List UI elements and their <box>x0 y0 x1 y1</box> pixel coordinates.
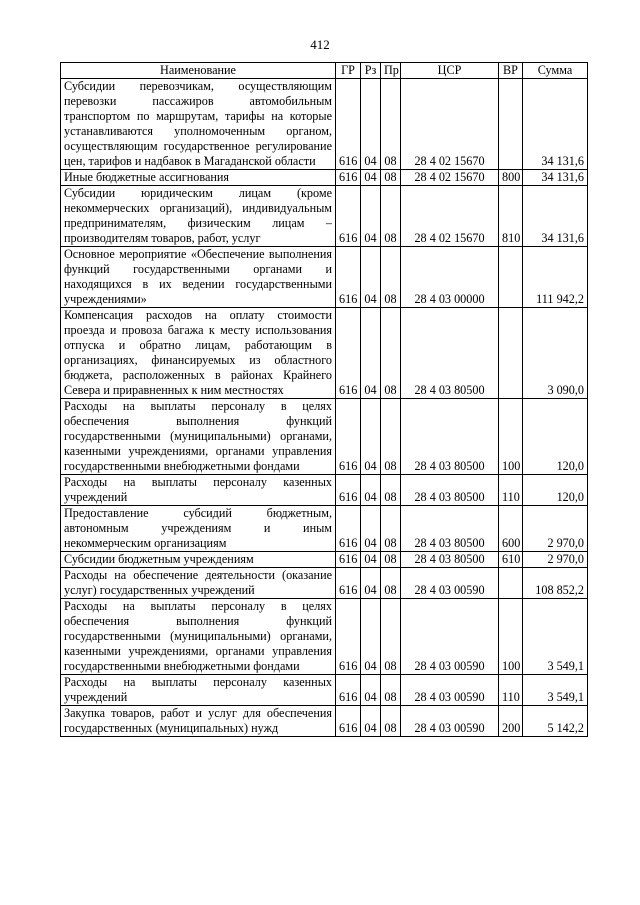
cell-pr: 08 <box>381 675 401 706</box>
cell-gr: 616 <box>336 475 361 506</box>
header-pr: Пр <box>381 63 401 79</box>
cell-gr: 616 <box>336 675 361 706</box>
cell-gr: 616 <box>336 599 361 675</box>
cell-csr: 28 4 03 80500 <box>401 506 499 552</box>
cell-rz: 04 <box>361 247 381 308</box>
table-row <box>61 247 588 308</box>
cell-gr: 616 <box>336 79 361 170</box>
cell-sum: 3 549,1 <box>523 599 588 675</box>
cell-vr: 110 <box>499 675 523 706</box>
cell-sum: 34 131,6 <box>523 186 588 247</box>
budget-table <box>60 62 588 737</box>
cell-gr: 616 <box>336 552 361 568</box>
table-row <box>61 706 588 737</box>
cell-csr: 28 4 03 80500 <box>401 308 499 399</box>
cell-pr: 08 <box>381 308 401 399</box>
cell-sum: 120,0 <box>523 399 588 475</box>
table-row <box>61 79 588 170</box>
cell-vr: 810 <box>499 186 523 247</box>
table-row <box>61 475 588 506</box>
cell-csr: 28 4 02 15670 <box>401 170 499 186</box>
cell-sum: 108 852,2 <box>523 568 588 599</box>
cell-gr: 616 <box>336 399 361 475</box>
cell-pr: 08 <box>381 552 401 568</box>
cell-vr: 800 <box>499 170 523 186</box>
header-sum: Сумма <box>523 63 588 79</box>
cell-csr: 28 4 03 00590 <box>401 599 499 675</box>
cell-rz: 04 <box>361 399 381 475</box>
cell-name: Предоставление субсидий бюджетным, автономным учреждениям и иным некоммерческим организациям <box>61 506 336 552</box>
cell-rz: 04 <box>361 552 381 568</box>
cell-name: Субсидии бюджетным учреждениям <box>61 552 336 568</box>
cell-pr: 08 <box>381 568 401 599</box>
cell-sum: 2 970,0 <box>523 552 588 568</box>
cell-pr: 08 <box>381 186 401 247</box>
header-vr: ВР <box>499 63 523 79</box>
cell-rz: 04 <box>361 568 381 599</box>
cell-name: Субсидии перевозчикам, осуществляющим перевозки пассажиров автомобильным транспортом по маршрутам, тарифы на которые устанавливаются уполномоченным органом, осуществляющим государственное регулирование цен, тарифов и надбавок в Магаданской области <box>61 79 336 170</box>
cell-pr: 08 <box>381 247 401 308</box>
cell-name: Расходы на обеспечение деятельности (оказание услуг) государственных учреждений <box>61 568 336 599</box>
cell-csr: 28 4 03 00590 <box>401 568 499 599</box>
cell-vr: 110 <box>499 475 523 506</box>
cell-pr: 08 <box>381 599 401 675</box>
cell-rz: 04 <box>361 79 381 170</box>
cell-vr: 600 <box>499 506 523 552</box>
cell-sum: 3 090,0 <box>523 308 588 399</box>
cell-rz: 04 <box>361 186 381 247</box>
cell-name: Расходы на выплаты персоналу казенных учреждений <box>61 475 336 506</box>
table-row <box>61 568 588 599</box>
cell-csr: 28 4 02 15670 <box>401 79 499 170</box>
cell-rz: 04 <box>361 506 381 552</box>
cell-sum: 111 942,2 <box>523 247 588 308</box>
cell-gr: 616 <box>336 186 361 247</box>
cell-csr: 28 4 03 80500 <box>401 475 499 506</box>
table-row <box>61 308 588 399</box>
cell-vr: 100 <box>499 599 523 675</box>
cell-csr: 28 4 03 80500 <box>401 399 499 475</box>
table-header-row <box>61 63 588 79</box>
cell-sum: 3 549,1 <box>523 675 588 706</box>
cell-vr <box>499 308 523 399</box>
cell-name: Основное мероприятие «Обеспечение выполнения функций государственными органами и находящихся в их ведении государственными учреждениями» <box>61 247 336 308</box>
cell-name: Субсидии юридическим лицам (кроме некоммерческих организаций), индивидуальным предпринимателям, физическим лицам – производителям товаров, работ, услуг <box>61 186 336 247</box>
cell-name: Компенсация расходов на оплату стоимости проезда и провоза багажа к месту использования отпуска и обратно лицам, работающим в организациях, финансируемых из областного бюджета, расположенных в районах Крайнего Севера и приравненных к ним местностях <box>61 308 336 399</box>
cell-name: Расходы на выплаты персоналу в целях обеспечения выполнения функций государственными (муниципальными) органами, казенными учреждениями, органами управления государственными внебюджетными фондами <box>61 599 336 675</box>
cell-csr: 28 4 03 00590 <box>401 675 499 706</box>
cell-name: Закупка товаров, работ и услуг для обеспечения государственных (муниципальных) нужд <box>61 706 336 737</box>
cell-sum: 2 970,0 <box>523 506 588 552</box>
header-rz: Рз <box>361 63 381 79</box>
header-name: Наименование <box>61 63 336 79</box>
cell-rz: 04 <box>361 599 381 675</box>
cell-vr <box>499 568 523 599</box>
cell-rz: 04 <box>361 475 381 506</box>
cell-gr: 616 <box>336 170 361 186</box>
cell-gr: 616 <box>336 706 361 737</box>
header-csr: ЦСР <box>401 63 499 79</box>
table-row <box>61 675 588 706</box>
cell-vr: 610 <box>499 552 523 568</box>
table-row <box>61 399 588 475</box>
cell-pr: 08 <box>381 170 401 186</box>
cell-vr <box>499 247 523 308</box>
cell-gr: 616 <box>336 247 361 308</box>
cell-gr: 616 <box>336 308 361 399</box>
cell-pr: 08 <box>381 399 401 475</box>
table-body <box>61 79 588 737</box>
cell-rz: 04 <box>361 170 381 186</box>
cell-vr: 200 <box>499 706 523 737</box>
cell-vr <box>499 79 523 170</box>
table-row <box>61 552 588 568</box>
cell-vr: 100 <box>499 399 523 475</box>
cell-pr: 08 <box>381 706 401 737</box>
cell-gr: 616 <box>336 568 361 599</box>
table-row <box>61 599 588 675</box>
cell-csr: 28 4 03 00590 <box>401 706 499 737</box>
cell-csr: 28 4 02 15670 <box>401 186 499 247</box>
cell-name: Расходы на выплаты персоналу в целях обеспечения выполнения функций государственными (муниципальными) органами, казенными учреждениями, органами управления государственными внебюджетными фондами <box>61 399 336 475</box>
cell-sum: 34 131,6 <box>523 79 588 170</box>
cell-rz: 04 <box>361 308 381 399</box>
cell-rz: 04 <box>361 675 381 706</box>
cell-pr: 08 <box>381 79 401 170</box>
cell-csr: 28 4 03 00000 <box>401 247 499 308</box>
cell-sum: 120,0 <box>523 475 588 506</box>
table-row <box>61 186 588 247</box>
cell-pr: 08 <box>381 506 401 552</box>
header-gr: ГР <box>336 63 361 79</box>
cell-sum: 5 142,2 <box>523 706 588 737</box>
table-row <box>61 506 588 552</box>
cell-name: Иные бюджетные ассигнования <box>61 170 336 186</box>
cell-rz: 04 <box>361 706 381 737</box>
table-row <box>61 170 588 186</box>
page-number: 412 <box>310 37 330 52</box>
cell-gr: 616 <box>336 506 361 552</box>
cell-sum: 34 131,6 <box>523 170 588 186</box>
cell-name: Расходы на выплаты персоналу казенных учреждений <box>61 675 336 706</box>
cell-csr: 28 4 03 80500 <box>401 552 499 568</box>
cell-pr: 08 <box>381 475 401 506</box>
